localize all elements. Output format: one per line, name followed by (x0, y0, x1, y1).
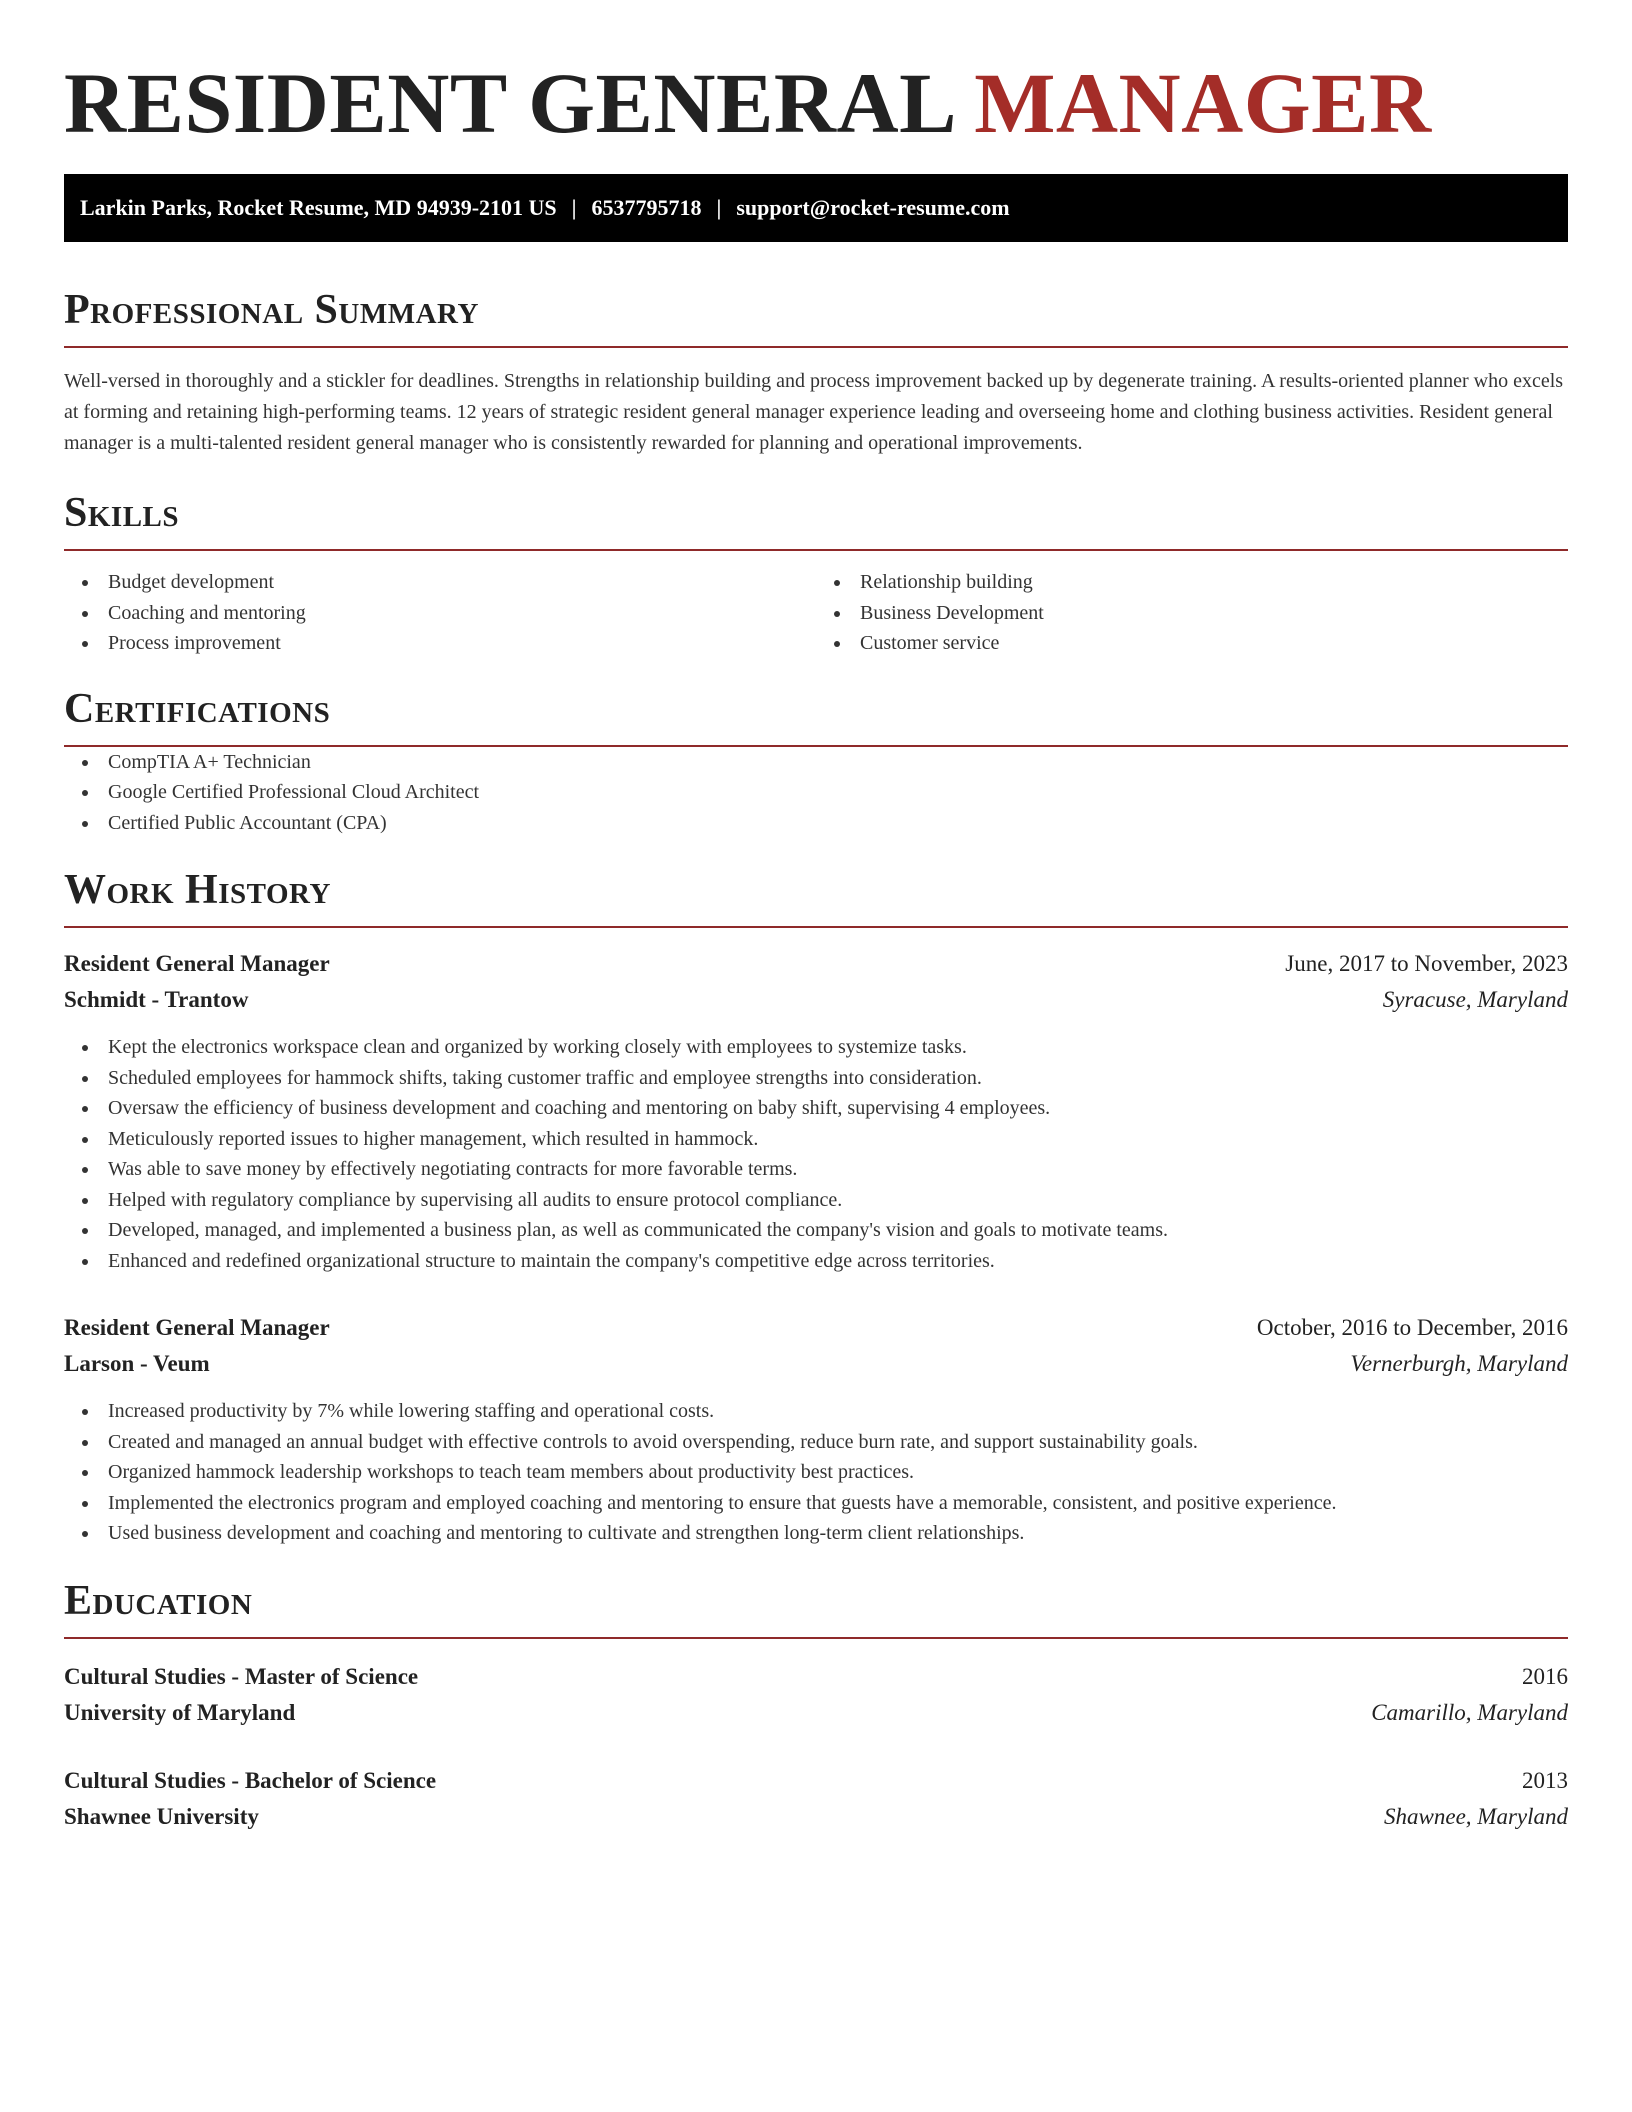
education-degree: Cultural Studies - Master of Science (64, 1663, 419, 1689)
skills-section (64, 489, 1568, 659)
summary-section (64, 286, 1568, 459)
job-bullet: Increased productivity by 7% while lowering staffing and operational costs. (64, 1396, 1568, 1427)
education-entry (64, 1763, 1568, 1835)
title-accent: MANAGER (974, 55, 1432, 151)
job-company: Larson - Veum (64, 1351, 210, 1376)
job-bullet: Kept the electronics workspace clean and organized by working closely with employees to systemize tasks. (64, 1032, 1568, 1063)
skill-item: Coaching and mentoring (64, 598, 816, 629)
education-school: University of Maryland (64, 1699, 296, 1725)
certification-item: Certified Public Accountant (CPA) (64, 808, 1568, 839)
job-title: Resident General Manager (64, 951, 330, 976)
contact-phone: 6537795718 (591, 195, 702, 220)
job-bullet: Used business development and coaching and mentoring to cultivate and strengthen long-term client relationships. (64, 1518, 1568, 1549)
job-header-row (64, 1310, 1568, 1346)
certifications-heading: Certifications (64, 685, 1568, 747)
education-location: Shawnee, Maryland (1384, 1803, 1568, 1829)
job-bullet: Meticulously reported issues to higher management, which resulted in hammock. (64, 1124, 1568, 1155)
skill-item: Process improvement (64, 628, 816, 659)
contact-separator: | (571, 195, 577, 220)
job-bullets (64, 1032, 1568, 1276)
job-bullet: Enhanced and redefined organizational structure to maintain the company's competitive edge across territories. (64, 1246, 1568, 1277)
education-school: Shawnee University (64, 1803, 259, 1829)
skill-item: Customer service (816, 628, 1568, 659)
summary-text: Well-versed in thoroughly and a stickler for deadlines. Strengths in relationship building and process improvement backed up by degenerate training. A results-oriented planner who excels at forming and retaining high-performing teams. 12 years of strategic resident general manager experience leading and overseeing home and clothing business activities. Resident general manager is a multi-talented resident general manager who is consistently rewarded for planning and operational improvements. (64, 370, 1564, 454)
work-history-heading: Work History (64, 866, 1568, 928)
job-bullet: Organized hammock leadership workshops to teach team members about productivity best practices. (64, 1457, 1568, 1488)
education-degree-row (64, 1659, 1568, 1695)
job-bullet: Was able to save money by effectively negotiating contracts for more favorable terms. (64, 1154, 1568, 1185)
job-company: Schmidt - Trantow (64, 987, 249, 1012)
skills-list-right (816, 567, 1568, 659)
education-entry (64, 1659, 1568, 1731)
job-header-row (64, 946, 1568, 982)
job-bullet: Oversaw the efficiency of business development and coaching and mentoring on baby shift, supervising 4 employees. (64, 1093, 1568, 1124)
skill-item: Budget development (64, 567, 816, 598)
job-dates: October, 2016 to December, 2016 (1256, 1315, 1568, 1340)
resume-title (64, 0, 1568, 154)
job-bullets (64, 1396, 1568, 1549)
education-degree-row (64, 1763, 1568, 1799)
job-dates: June, 2017 to November, 2023 (1285, 951, 1568, 976)
education-heading: Education (64, 1577, 1568, 1639)
job-bullet: Created and managed an annual budget with effective controls to avoid overspending, reduce burn rate, and support sustainability goals. (64, 1427, 1568, 1458)
education-section (64, 1577, 1568, 1835)
job-company-row (64, 1346, 1568, 1382)
job-bullet: Scheduled employees for hammock shifts, taking customer traffic and employee strengths into consideration. (64, 1063, 1568, 1094)
job-bullet: Developed, managed, and implemented a business plan, as well as communicated the company's vision and goals to motivate teams. (64, 1215, 1568, 1246)
education-year: 2013 (1522, 1767, 1568, 1793)
certification-item: CompTIA A+ Technician (64, 747, 1568, 778)
job-bullet: Implemented the electronics program and employed coaching and mentoring to ensure that guests have a memorable, consistent, and positive experience. (64, 1488, 1568, 1519)
contact-bar (64, 174, 1568, 242)
education-school-row (64, 1695, 1568, 1731)
skills-heading: Skills (64, 489, 1568, 551)
certification-item: Google Certified Professional Cloud Architect (64, 777, 1568, 808)
job-title: Resident General Manager (64, 1315, 330, 1340)
skills-list-left (64, 567, 816, 659)
skills-grid (64, 567, 1568, 659)
job-location: Syracuse, Maryland (1382, 987, 1568, 1012)
job-entry (64, 1310, 1568, 1549)
title-main: RESIDENT GENERAL (64, 55, 953, 151)
education-year: 2016 (1522, 1663, 1568, 1689)
skill-item: Business Development (816, 598, 1568, 629)
summary-heading: Professional Summary (64, 286, 1568, 348)
education-degree: Cultural Studies - Bachelor of Science (64, 1767, 437, 1793)
job-location: Vernerburgh, Maryland (1350, 1351, 1568, 1376)
education-school-row (64, 1799, 1568, 1835)
job-bullet: Helped with regulatory compliance by supervising all audits to ensure protocol compliance. (64, 1185, 1568, 1216)
education-location: Camarillo, Maryland (1371, 1699, 1568, 1725)
contact-address: Larkin Parks, Rocket Resume, MD 94939-2101 US (80, 195, 557, 220)
certifications-list (64, 747, 1568, 839)
certifications-section (64, 685, 1568, 839)
skill-item: Relationship building (816, 567, 1568, 598)
contact-separator: | (716, 195, 722, 220)
job-company-row (64, 982, 1568, 1018)
contact-email: support@rocket-resume.com (736, 195, 1010, 220)
job-entry (64, 946, 1568, 1276)
work-history-section (64, 866, 1568, 1549)
